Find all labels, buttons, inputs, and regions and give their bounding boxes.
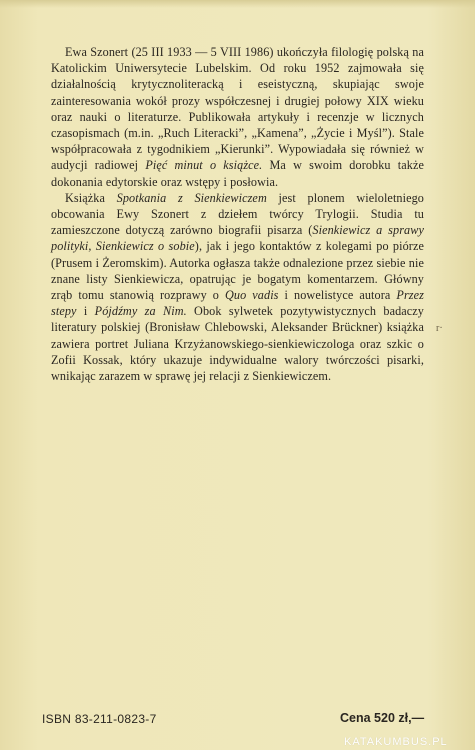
radio-program-title: Pięć minut o książce. (145, 158, 263, 173)
blurb-text (51, 44, 424, 384)
price: Cena 520 zł,— (340, 711, 425, 725)
bio-text: Ewa Szonert (25 III 1933 — 5 VIII 1986) ukończyła filologię polską na Katolickim Uniwersytecie Lubelskim. Od roku 1952 zajmowała się działalnością krytycznoliteracką i eseistyczną, skupiając swoje zainteresowania wokół prozy współczesnej i drugiej połowy XIX wieku oraz nauki o literaturze. Publikowała artykuły i recenzje w licznych czasopismach (m.in. „Ruch Literacki”, „Kamena”, „Życie i Myśl”). Stale współpracowała z tygodnikiem „Kierunki”. Wypowiadała się również w audycji radiowej (51, 45, 424, 173)
author-bio-paragraph (51, 44, 424, 190)
page-edge (0, 0, 475, 8)
desc-text: jest plonem wieloletniego obcowania Ewy Szonert z dziełem twórcy Trylogii. Studia tu zamieszczone dotyczą zarówno biografii pisarza ( (51, 190, 425, 238)
book-description-paragraph (51, 190, 424, 384)
essay-titles: Sienkiewicz a sprawy polityki, Sienkiewicz o sobie (51, 223, 424, 254)
desc-text: i (76, 304, 95, 319)
bio-text-end: Ma w swoim dorobku także dokonania edytorskie oraz wstępy i posłowia. (51, 158, 424, 189)
work-title-przez-stepy: Przez stepy (51, 288, 424, 319)
desc-text: Obok sylwetek pozytywistycznych badaczy literatury polskiej (Bronisław Chlebowski, Aleksander Brückner) książka zawiera portret Juliana Krzyżanowskiego-sienkiewiczologa oraz szkic o Zofii Kossak, który ukazuje indywidualne walory twórczości pisarki, wnikając zarazem w sprawę jej relacji z Sienkiewiczem. (51, 304, 424, 384)
book-title: Spotkania z Sienkiewiczem (116, 190, 267, 205)
work-title-pojdzmy-za-nim: Pójdźmy za Nim. (94, 304, 187, 319)
margin-mark: r· (436, 323, 443, 334)
desc-text: i nowelistyce autora (278, 288, 397, 303)
desc-text: ), jak i jego kontaktów z kolegami po piórze (Prusem i Żeromskim). Autorka ogłasza także odnalezione przez siebie nie znane listy Sienkiewicza, opatrując je bogatym komentarzem. Główny zrąb tomu stanowią rozprawy o (51, 239, 424, 303)
desc-text: Książka (65, 190, 117, 205)
work-title-quo-vadis: Quo vadis (225, 288, 279, 303)
watermark: KATAKUMBUS.PL (344, 736, 448, 748)
isbn: ISBN 83-211-0823-7 (42, 712, 157, 726)
